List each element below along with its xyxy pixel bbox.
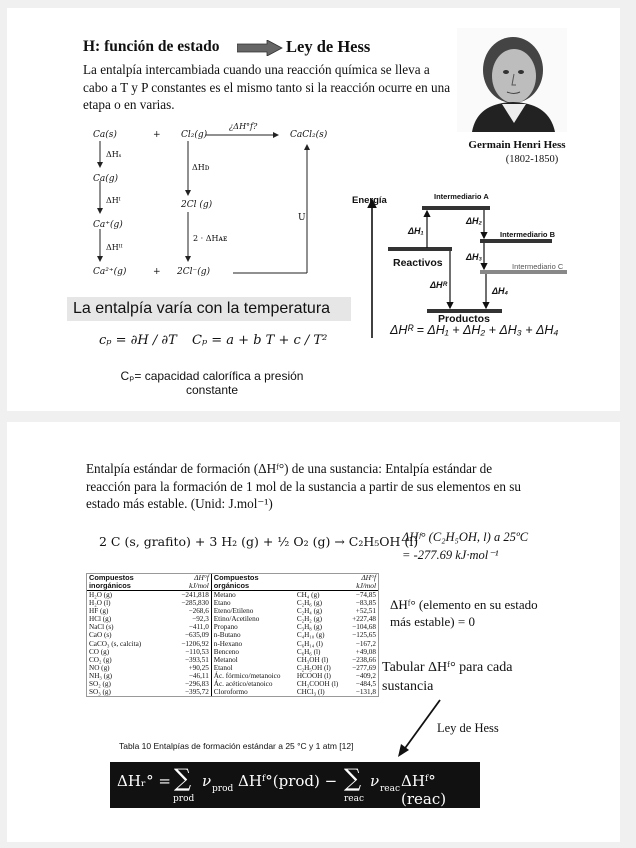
cell-organic-compound: Propano xyxy=(211,623,295,631)
table-header-row xyxy=(87,574,378,591)
cell-organic-dhf: −409,2 xyxy=(355,671,376,680)
intermediate-b-label: Intermediario B xyxy=(500,230,556,239)
nu-prod: ν xyxy=(202,772,212,790)
formula-term-reac: ΔHᶠ°(reac) xyxy=(401,772,447,808)
cell-inorganic-compound: CaCO₃ (s, calcita) xyxy=(89,639,142,648)
cell-organic-dhf: −277,69 xyxy=(352,663,376,672)
cell-organic-formula: C₂H₆ (g) xyxy=(296,599,322,608)
sum-symbol-prod: ∑ xyxy=(174,764,192,792)
hess-cycle-diagram xyxy=(93,121,328,291)
cell-organic-compound: Cloroformo xyxy=(211,688,295,696)
cycle-plus-2: + xyxy=(153,267,161,277)
table-row xyxy=(87,688,378,696)
formula-lhs: ΔHᵣ° = xyxy=(117,772,171,790)
cell-organic-formula: C₂H₂ (g) xyxy=(296,615,322,624)
cycle-cacl2-s: CaCl₂(s) xyxy=(290,130,328,140)
sum-sub-reac: reac xyxy=(344,794,365,804)
cell-inorganic-compound: NH₃ (g) xyxy=(89,671,113,680)
cell-inorganic-dhf: −110,53 xyxy=(185,647,209,656)
table-caption: Tabla 10 Entalpías de formación estándar a 25 °C y 1 atm [12] xyxy=(119,741,354,751)
cell-organic-formula: C₆H₁₄ (l) xyxy=(296,639,323,648)
cell-inorganic-compound: NO (g) xyxy=(89,663,110,672)
cell-organic-compound: Metano xyxy=(211,591,295,600)
cell-inorganic-compound: SO₃ (g) xyxy=(89,688,111,697)
table-row xyxy=(87,680,378,688)
cell-inorganic-compound: CO₂ (g) xyxy=(89,655,112,664)
cell-organic-formula: C₄H₁₀ (g) xyxy=(296,631,325,640)
cell-organic-compound: n-Hexano xyxy=(211,640,295,648)
cell-organic-compound: Ác. fórmico/metanoico xyxy=(211,672,295,680)
cell-inorganic-dhf: −268,6 xyxy=(188,607,209,616)
cycle-ca-s: Ca(s) xyxy=(93,130,117,140)
cycle-question: ¿ΔH°f? xyxy=(229,122,258,131)
intermediate-c-label: Intermediario C xyxy=(512,262,564,271)
cell-organic-compound: Etanol xyxy=(211,664,295,672)
portrait-name: Germain Henri Hess xyxy=(468,139,566,151)
dh1-label: ΔH₁ xyxy=(408,226,424,236)
cycle-dhd: ΔHᴅ xyxy=(192,163,210,172)
element-dhf-note: ΔHᶠ° (elemento en su estado más estable) = 0 xyxy=(390,597,538,629)
table-row xyxy=(87,664,378,672)
cycle-dhs: ΔHₛ xyxy=(106,150,122,159)
cycle-ca2-plus: Ca²⁺(g) xyxy=(93,267,127,277)
cell-inorganic-dhf: −395,72 xyxy=(184,688,209,697)
cell-inorganic-dhf: −46,11 xyxy=(188,671,209,680)
cycle-dhii: ΔHᴵᴵ xyxy=(106,243,123,252)
cp-equation-2: Cₚ = a + b T + c / T² xyxy=(192,333,328,348)
nu-reac: ν xyxy=(370,772,380,790)
slide-title-left: H: función de estado xyxy=(83,38,220,55)
cell-inorganic-dhf: −635,09 xyxy=(184,631,209,640)
cell-inorganic-dhf: −285,830 xyxy=(181,599,209,608)
cell-inorganic-dhf: +90,25 xyxy=(188,663,209,672)
table-row xyxy=(87,615,378,623)
table-row xyxy=(87,623,378,631)
cell-organic-dhf: −484,5 xyxy=(355,680,376,689)
cell-inorganic-dhf: −92,3 xyxy=(192,615,209,624)
cell-inorganic-compound: CO (g) xyxy=(89,647,110,656)
table-row xyxy=(87,607,378,615)
cell-organic-compound: n-Butano xyxy=(211,631,295,639)
temperature-banner: La entalpía varía con la temperatura xyxy=(67,297,351,321)
col-organic-header: Compuestos orgánicos xyxy=(211,574,295,591)
cell-inorganic-compound: H₂O (l) xyxy=(89,599,111,608)
cycle-2cl-g: 2Cl (g) xyxy=(181,200,213,210)
nu-prod-sub: prod xyxy=(212,784,234,794)
cell-organic-dhf: −83,85 xyxy=(355,599,376,608)
cycle-u: U xyxy=(298,213,306,223)
cell-inorganic-compound: H₂O (g) xyxy=(89,591,113,599)
dh2-label: ΔH₂ xyxy=(466,216,482,226)
formation-enthalpy-table xyxy=(86,573,379,697)
col-inorganic-header: Compuestos inorgánicos xyxy=(87,574,172,591)
cell-inorganic-dhf: −393,51 xyxy=(184,655,209,664)
table-row xyxy=(87,599,378,607)
cell-inorganic-dhf: −296,83 xyxy=(184,680,209,689)
cell-organic-dhf: +52,51 xyxy=(355,607,376,616)
slide-title-right: Ley de Hess xyxy=(286,37,371,56)
cell-organic-dhf: −74,85 xyxy=(355,591,376,599)
definition-paragraph: Entalpía estándar de formación (ΔHᶠ°) de una sustancia: Entalpía estándar de reacción para la formación de 1 mol de la sustancia a partir de sus elementos en su estado más estable. (Unid: J.mol⁻¹) xyxy=(86,461,522,511)
cell-organic-formula: C₃H₈ (g) xyxy=(296,623,322,632)
table-row xyxy=(87,591,378,600)
cell-organic-formula: C₂H₄ (g) xyxy=(296,607,322,616)
cell-organic-dhf: −131,8 xyxy=(355,688,376,697)
cell-inorganic-dhf: −411,0 xyxy=(188,623,209,632)
sum-symbol-reac: ∑ xyxy=(344,764,362,792)
cell-organic-compound: Benceno xyxy=(211,648,295,656)
cell-organic-compound: Ác. acético/etanoico xyxy=(211,680,295,688)
ethanol-dhf-line1: ΔHᶠ° (C₂H₅OH, l) a 25ºC xyxy=(402,530,529,544)
cell-organic-compound: Etano xyxy=(211,599,295,607)
cell-inorganic-compound: CaO (s) xyxy=(89,631,112,640)
tabular-note: Tabular ΔHᶠ° para cada sustancia xyxy=(382,660,513,694)
cell-organic-formula: C₆H₆ (l) xyxy=(296,647,321,656)
hess-formula-box xyxy=(110,762,480,808)
slide-hess-law xyxy=(7,8,620,411)
cell-organic-formula: HCOOH (l) xyxy=(296,671,331,680)
cell-organic-formula: C₂H₅OH (l) xyxy=(296,663,331,672)
cell-organic-formula: CH₃OH (l) xyxy=(296,655,329,664)
table-row xyxy=(87,648,378,656)
table-row xyxy=(87,631,378,639)
arrow-right-icon xyxy=(237,40,283,56)
dh4-label: ΔH₄ xyxy=(492,286,509,296)
cycle-plus-1: + xyxy=(153,130,161,140)
cp-caption: Cₚ= capacidad calorífica a presión constante xyxy=(120,369,304,397)
portrait-years: (1802-1850) xyxy=(505,154,559,165)
cell-organic-dhf: −104,68 xyxy=(352,623,376,632)
reactivos-label: Reactivos xyxy=(393,257,443,269)
ethanol-formation-reaction: 2 C (s, grafito) + 3 H₂ (g) + ½ O₂ (g) → C₂H₅OH (l) xyxy=(99,534,419,549)
cycle-2cl-minus: 2Cl⁻(g) xyxy=(177,267,211,277)
cell-organic-dhf: −125,65 xyxy=(352,631,376,640)
productos-label: Productos xyxy=(438,313,490,325)
slide-standard-formation-enthalpy xyxy=(7,422,620,842)
col-inorganic-dhf-header: ΔH°f kJ/mol xyxy=(172,574,211,591)
intermediate-a-label: Intermediario A xyxy=(434,192,489,201)
cell-organic-dhf: −167,2 xyxy=(355,639,376,648)
cp-equation-1: cₚ = ∂H / ∂T xyxy=(99,333,177,348)
cell-organic-dhf: +49,08 xyxy=(355,647,376,656)
cell-organic-formula: CH₄ (g) xyxy=(296,591,320,599)
table-row xyxy=(87,656,378,664)
hess-law-label: Ley de Hess xyxy=(437,721,499,735)
formula-term-prod: ΔHᶠ°(prod) − xyxy=(238,772,338,790)
cycle-ca-g: Ca(g) xyxy=(93,174,119,184)
cell-organic-dhf: +227,48 xyxy=(352,615,376,624)
col-formula-header xyxy=(295,574,340,591)
cycle-dhi: ΔHᴵ xyxy=(106,196,121,205)
sum-sub-prod: prod xyxy=(173,794,195,804)
nu-reac-sub: reac xyxy=(380,784,401,794)
cell-inorganic-compound: HCl (g) xyxy=(89,615,112,624)
cell-organic-compound: Eteno/Etileno xyxy=(211,607,295,615)
dh3-label: ΔH₃ xyxy=(466,252,483,262)
cell-organic-compound: Etino/Acetileno xyxy=(211,615,295,623)
energy-axis-label: Energía xyxy=(352,195,387,206)
dhr-label: ΔHᴿ xyxy=(430,280,448,290)
cycle-ca-plus: Ca⁺(g) xyxy=(93,220,123,230)
cell-organic-dhf: −238,66 xyxy=(352,655,376,664)
table-row xyxy=(87,672,378,680)
col-organic-dhf-header: ΔH°f kJ/mol xyxy=(340,574,378,591)
hess-portrait xyxy=(457,28,567,132)
cell-inorganic-compound: SO₂ (g) xyxy=(89,680,111,689)
cell-organic-formula: CH₃COOH (l) xyxy=(296,680,339,689)
ethanol-dhf-line2: = -277.69 kJ·mol⁻¹ xyxy=(402,548,499,562)
cell-organic-compound: Metanol xyxy=(211,656,295,664)
cell-inorganic-compound: NaCl (s) xyxy=(89,623,114,632)
table-row xyxy=(87,640,378,648)
intro-paragraph: La entalpía intercambiada cuando una reacción química se lleva a cabo a T y P constantes es el mismo tanto si la reacción ocurre en una etapa o en varias. xyxy=(83,62,451,112)
cell-inorganic-dhf: −1206,92 xyxy=(181,639,209,648)
hess-sum-equation: ΔHᴿ = ΔH₁ + ΔH₂ + ΔH₃ + ΔH₄ xyxy=(390,323,559,337)
cell-organic-formula: CHCl₃ (l) xyxy=(296,688,325,697)
cycle-2-dhae: 2 · ΔHᴀᴇ xyxy=(193,234,228,243)
cycle-cl2-g: Cl₂(g) xyxy=(181,130,208,140)
cell-inorganic-dhf: −241,818 xyxy=(181,591,209,599)
cell-inorganic-compound: HF (g) xyxy=(89,607,109,616)
